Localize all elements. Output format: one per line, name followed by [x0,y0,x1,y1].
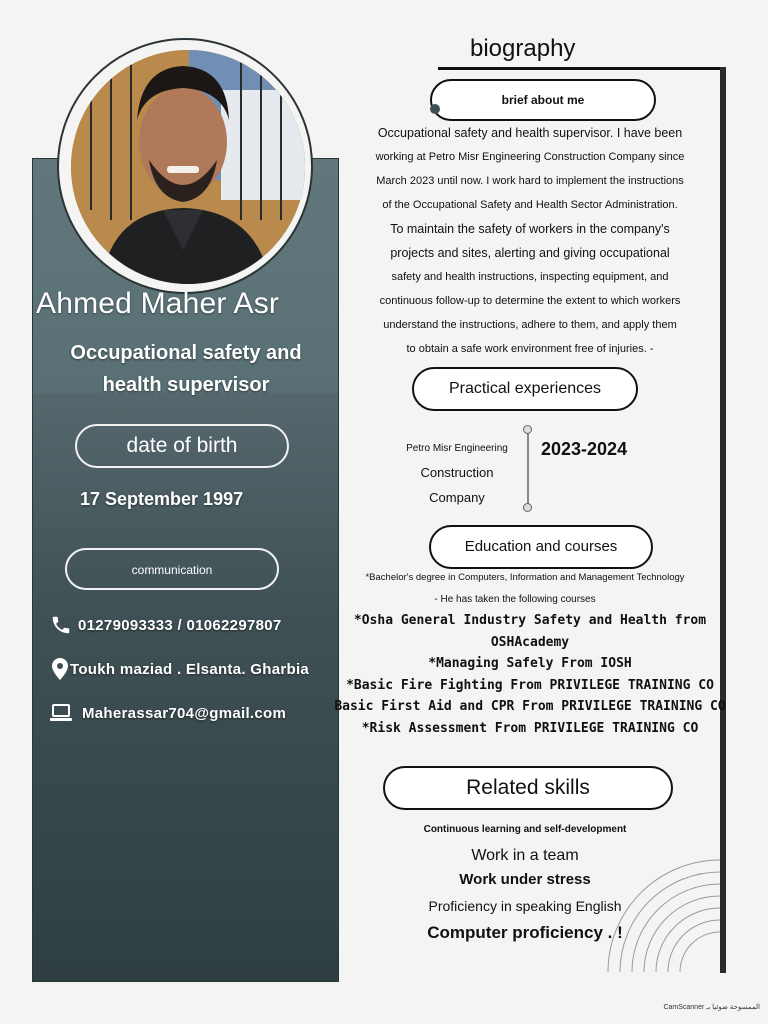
bio-line: working at Petro Misr Engineering Construction Company since [375,151,685,163]
biography-text [344,121,716,361]
bio-line: Occupational safety and health supervisor. I have been [377,126,683,140]
bio-line: projects and sites, alerting and giving occupational [390,246,670,260]
laptop-icon [50,704,72,722]
skill-item: Work in a team [471,847,579,864]
bio-line: March 2023 until now. I work hard to implement the instructions [376,175,684,187]
job-title-line-1: Occupational safety and [70,342,302,364]
skill-item: Computer proficiency . ! [427,923,623,942]
course-item: *Managing Safely From IOSH [428,656,632,671]
skill-item: Proficiency in speaking English [428,898,622,914]
experience-years: 2023-2024 [541,439,628,459]
bio-line: of the Occupational Safety and Health Sector Administration. [382,199,678,211]
phone-icon [50,614,72,636]
phone-row [50,614,282,636]
company-line-2: Construction [420,465,494,480]
address-row [52,658,309,680]
practical-experiences-pill: Practical experiences [412,367,638,411]
person-name: Ahmed Maher Asr [36,287,280,320]
timeline-dot-start [523,425,532,434]
avatar-photo [71,50,305,284]
address-text: Toukh maziad . Elsanta. Gharbia [70,660,310,678]
decorative-arcs [604,842,720,972]
communication-label-pill: communication [65,548,279,590]
timeline-dot-end [523,503,532,512]
phone-number[interactable]: 01279093333 / 01062297807 [78,616,282,634]
company-line-3: Company [429,490,485,505]
company-line-1: Petro Misr Engineering [406,443,508,454]
email-address[interactable]: Maherassar704@gmail.com [82,704,287,722]
timeline-line [527,430,529,508]
course-item: OSHAcademy [490,634,570,650]
job-title-line-2: health supervisor [102,374,270,396]
skill-item: Continuous learning and self-development [423,824,627,835]
biography-top-rule [438,67,726,70]
degree-text: *Bachelor's degree in Computers, Information and Management Technology [365,572,685,583]
dob-value: 17 September 1997 [80,489,244,509]
bio-line: to obtain a safe work environment free of injuries. - [406,343,654,355]
job-title [42,337,330,401]
bio-line: understand the instructions, adhere to them, and apply them [383,319,677,331]
experience-company [392,436,522,511]
email-row [50,704,286,722]
location-pin-icon [52,658,68,680]
courses-list [334,610,726,739]
related-skills-pill: Related skills [383,766,673,810]
education-courses-pill: Education and courses [429,525,653,569]
biography-heading: biography [470,35,576,62]
course-item: *Risk Assessment From PRIVILEGE TRAINING CO [361,720,699,736]
bio-line: safety and health instructions, inspecting equipment, and [391,271,669,283]
course-item: *Osha General Industry Safety and Health from [353,613,707,628]
biography-side-rule [720,67,726,973]
bio-line: To maintain the safety of workers in the company's [390,222,670,236]
course-item: Basic First Aid and CPR From PRIVILEGE TRAINING CO [334,699,726,714]
courses-intro: - He has taken the following courses [434,594,596,605]
bio-line: continuous follow-up to determine the extent to which workers [379,295,681,307]
dob-label-pill: date of birth [75,424,289,468]
skill-item: Work under stress [459,871,591,888]
course-item: *Basic Fire Fighting From PRIVILEGE TRAINING CO [346,677,714,693]
brief-bullet-dot [430,104,440,114]
scanner-watermark: CamScanner الممسوحة ضوئيا بـ [663,1004,760,1011]
avatar [71,50,305,284]
brief-about-me-pill: brief about me [430,79,656,121]
